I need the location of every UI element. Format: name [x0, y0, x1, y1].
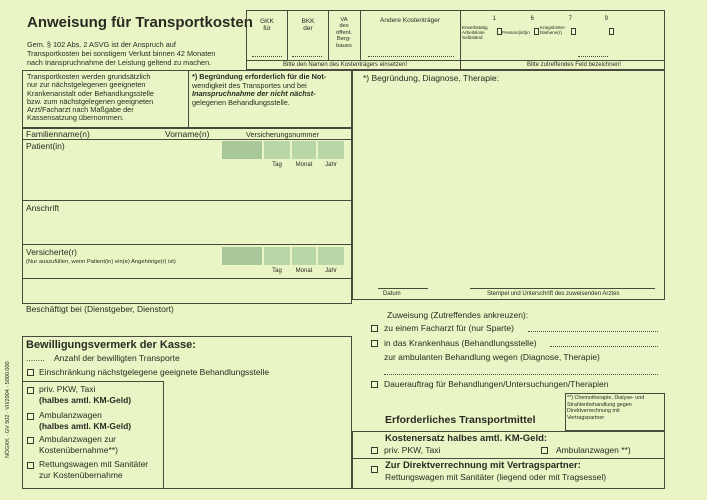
direct-option-label: Rettungswagen mit Sanitäter (liegend oder mit Tragsessel)	[385, 472, 607, 482]
legal-note-line-2: Transportkosten bei sonstigem Verlust binnen 42 Monaten	[27, 49, 216, 58]
date-line[interactable]	[378, 288, 428, 289]
cost-ambulance-label: Ambulanzwagen **)	[556, 445, 631, 455]
reason-label: *) Begründung, Diagnose, Therapie:	[363, 73, 499, 83]
code-1-num: 1	[492, 16, 496, 22]
header-sep-2	[328, 10, 329, 60]
insured-insurance-number-field[interactable]	[222, 247, 262, 265]
restriction-label: Einschränkung nächstgelegene geeignete Behandlungsstelle	[39, 367, 270, 377]
standing-order-checkbox[interactable]	[371, 381, 378, 388]
footnote-text: **) Chemotherapie, Dialyse- und Strahlenbehandlung gegen Direktverrechnung mit Vertragspartner	[567, 395, 645, 421]
justification-note: *) Begründung erforderlich für die Not- wendigkeit des Transportes und bei Inanspruchnahme der nicht nächst- gelegenen Behandlungsstelle.	[192, 72, 327, 107]
insured-dob-month-field[interactable]	[292, 247, 316, 265]
direct-checkbox[interactable]	[371, 466, 378, 473]
code-7-num: 7	[568, 16, 572, 22]
carrier-hint: Bitte den Namen des Kostenträgers einsetzen!	[283, 62, 408, 68]
insured-line	[22, 244, 352, 245]
patient-year-label: Jahr	[325, 162, 337, 168]
code-9-write-line[interactable]	[578, 56, 608, 57]
approval-pkw-label: priv. PKW, Taxi	[39, 384, 96, 394]
employer-line	[22, 278, 352, 279]
insured-hint: (Nur auszufüllen, wenn Patient(in) ein(e) Angehörige(r) ist)	[26, 259, 176, 265]
insured-year-label: Jahr	[325, 268, 337, 274]
va-label: VA des öffent. Berg- baues	[335, 17, 352, 49]
approval-rescue-label: Rettungswagen mit Sanitäter	[39, 459, 149, 469]
approval-ambulance-cost-label: Ambulanzwagen zur	[39, 434, 117, 444]
col-insurance-number: Versicherungsnummer	[246, 130, 320, 139]
approval-pkw-checkbox[interactable]	[27, 387, 34, 394]
patient-day-label: Tag	[272, 162, 282, 168]
referral-hospital-label: in das Krankenhaus (Behandlungsstelle)	[384, 338, 537, 348]
approval-ambulance-cost-sub: Kostenübernahme**)	[39, 445, 118, 455]
patient-dob-month-field[interactable]	[292, 141, 316, 159]
insured-month-label: Monat	[295, 268, 313, 274]
code-7-checkbox[interactable]	[571, 28, 576, 35]
header-sep-1	[287, 10, 288, 60]
code-9-checkbox[interactable]	[609, 28, 614, 35]
other-carrier-label: Andere Kostenträger	[380, 17, 440, 24]
cost-title: Kostenersatz halbes amtl. KM-Geld:	[385, 433, 548, 444]
direct-divider	[352, 458, 665, 459]
other-carrier-write-line[interactable]	[368, 56, 454, 57]
referral-hospital-checkbox[interactable]	[371, 340, 378, 347]
cost-ambulance-checkbox[interactable]	[541, 447, 548, 454]
insured-dob-day-field[interactable]	[264, 247, 290, 265]
transport-note: Transportkosten werden grundsätzlich nur zur nächstgelegenen geeigneten Krankenanstalt oder Behandlungsstelle bzw. zum nächstgelegenen geeigneten Arzt/Facharzt nach Maßgabe der Kassensatzung übernommen.	[27, 72, 154, 123]
legal-note-line-3: nach Inanspruchnahme der Leistung geltend zu machen.	[27, 58, 212, 67]
bkk-label: BKK der	[301, 18, 315, 33]
code-7-label: Kriegshinter- bliebene(r)	[540, 25, 567, 36]
approval-rescue-checkbox[interactable]	[27, 462, 34, 469]
approval-ambulance-cost-checkbox[interactable]	[27, 437, 34, 444]
address-label: Anschrift	[26, 203, 60, 213]
patient-header-line	[22, 139, 352, 140]
required-transport-title: Erforderliches Transportmittel	[385, 414, 536, 426]
header-sep-3	[360, 10, 361, 60]
legal-note-line-1: Gem. § 102 Abs. 2 ASVG ist der Anspruch auf	[27, 40, 176, 49]
restriction-checkbox[interactable]	[27, 369, 34, 376]
referral-title: Zuweisung (Zutreffendes ankreuzen):	[387, 310, 529, 320]
code-6-num: 6	[530, 16, 534, 22]
header-divider	[246, 60, 665, 61]
header-sep-4	[460, 10, 461, 70]
approval-title: Bewilligungsvermerk der Kasse:	[26, 339, 196, 351]
stamp-line[interactable]	[470, 288, 655, 289]
code-6-checkbox[interactable]	[534, 28, 539, 35]
bkk-write-line[interactable]	[292, 56, 322, 57]
col-first-name: Vorname(n)	[165, 129, 210, 139]
insured-dob-year-field[interactable]	[318, 247, 344, 265]
code-1-label: Erwerbstätig Arbeitslose Selbständ.	[462, 25, 488, 41]
approval-ambulance-sub: (halbes amtl. KM-Geld)	[39, 421, 132, 431]
insured-label: Versicherte(r)	[26, 247, 78, 257]
approval-ambulance-label: Ambulanzwagen	[39, 410, 102, 420]
cost-pkw-label: priv. PKW, Taxi	[384, 445, 441, 455]
approval-pkw-sub: (halbes amtl. KM-Geld)	[39, 395, 132, 405]
patient-insurance-number-field[interactable]	[222, 141, 262, 159]
referral-specialist-label: zu einem Facharzt für (nur Sparte)	[384, 323, 514, 333]
approval-rescue-sub: zur Kostenübernahme	[39, 470, 123, 480]
approval-ambulance-checkbox[interactable]	[27, 413, 34, 420]
code-hint: Bitte zutreffendes Feld bezeichnen!	[527, 62, 621, 68]
form-title: Anweisung für Transportkosten	[27, 14, 253, 31]
referral-ambulant-label: zur ambulanten Behandlung wegen (Diagnose, Therapie)	[384, 352, 600, 362]
reason-frame	[352, 70, 665, 300]
code-9-num: 9	[604, 16, 608, 22]
direct-title: Zur Direktverrechnung mit Vertragspartner:	[385, 460, 581, 471]
approval-count-prefix[interactable]: ........	[26, 353, 45, 363]
patient-label: Patient(in)	[26, 141, 65, 151]
standing-order-label: Dauerauftrag für Behandlungen/Untersuchungen/Therapien	[384, 379, 609, 389]
employer-label: Beschäftigt bei (Dienstgeber, Dienstort)	[26, 304, 174, 314]
insured-day-label: Tag	[272, 268, 282, 274]
gkk-write-line[interactable]	[252, 56, 282, 57]
address-line	[22, 200, 352, 201]
referral-hospital-line[interactable]	[550, 346, 658, 347]
referral-ambulant-line[interactable]	[384, 374, 658, 375]
cost-pkw-checkbox[interactable]	[371, 447, 378, 454]
patient-dob-day-field[interactable]	[264, 141, 290, 159]
form-side-code: NÖGKK · GV 502 · VII/2004 · 5000.000	[4, 361, 11, 459]
referral-specialist-checkbox[interactable]	[371, 325, 378, 332]
col-family-name: Familienname(n)	[26, 129, 90, 139]
referral-specialist-line[interactable]	[528, 331, 658, 332]
date-label: Datum	[383, 291, 401, 297]
stamp-label: Stempel und Unterschrift des zuweisenden Arztes	[487, 291, 620, 297]
patient-dob-year-field[interactable]	[318, 141, 344, 159]
gkk-label: GKK für	[260, 18, 274, 33]
patient-month-label: Monat	[295, 162, 313, 168]
code-6-label: Pension(ist)in	[502, 30, 530, 35]
approval-count-label: Anzahl der bewilligten Transporte	[54, 353, 180, 363]
